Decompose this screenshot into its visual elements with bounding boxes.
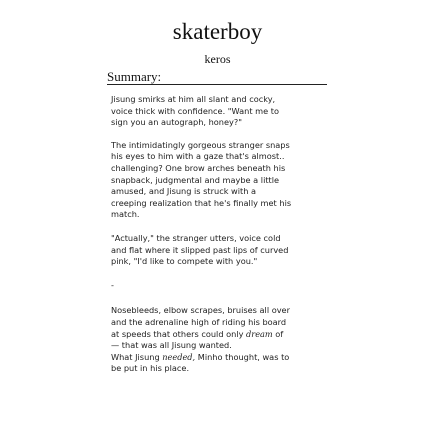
summary-emphasis: dream xyxy=(246,328,273,339)
summary-emphasis: needed, xyxy=(162,351,196,362)
summary-separator: - xyxy=(111,279,114,290)
summary-text: of — that was all Jisung wanted. xyxy=(111,328,284,351)
summary-text: What Jisung xyxy=(111,351,163,362)
work-title: skaterboy xyxy=(172,19,263,44)
summary-paragraph: The intimidatingly gorgeous stranger snaps his eyes to him with a gaze that's almost.. challenging? One brow arches beneath his snapback, judgmental and maybe a little amused, and Jisung is struck with a creeping realization that he's finally met his match. xyxy=(111,139,292,220)
summary-text: Minho thought, was to be put in his place. xyxy=(111,351,290,374)
summary-paragraph xyxy=(111,352,329,375)
work-author[interactable]: keros xyxy=(204,52,231,66)
summary-paragraph xyxy=(111,305,329,351)
summary-paragraph: Jisung smirks at him all slant and cocky, voice thick with confidence. "Want me to sign you an autograph, honey?" xyxy=(111,94,279,128)
summary-heading: Summary: xyxy=(107,69,327,85)
summary-body xyxy=(111,94,329,375)
summary-text: Nosebleeds, elbow scrapes, bruises all over and the adrenaline high of riding his board at speeds that others could only xyxy=(111,305,290,339)
summary-paragraph: "Actually," the stranger utters, voice cold and flat where it slipped past lips of curved pink, "I'd like to compete with you." xyxy=(111,232,289,267)
